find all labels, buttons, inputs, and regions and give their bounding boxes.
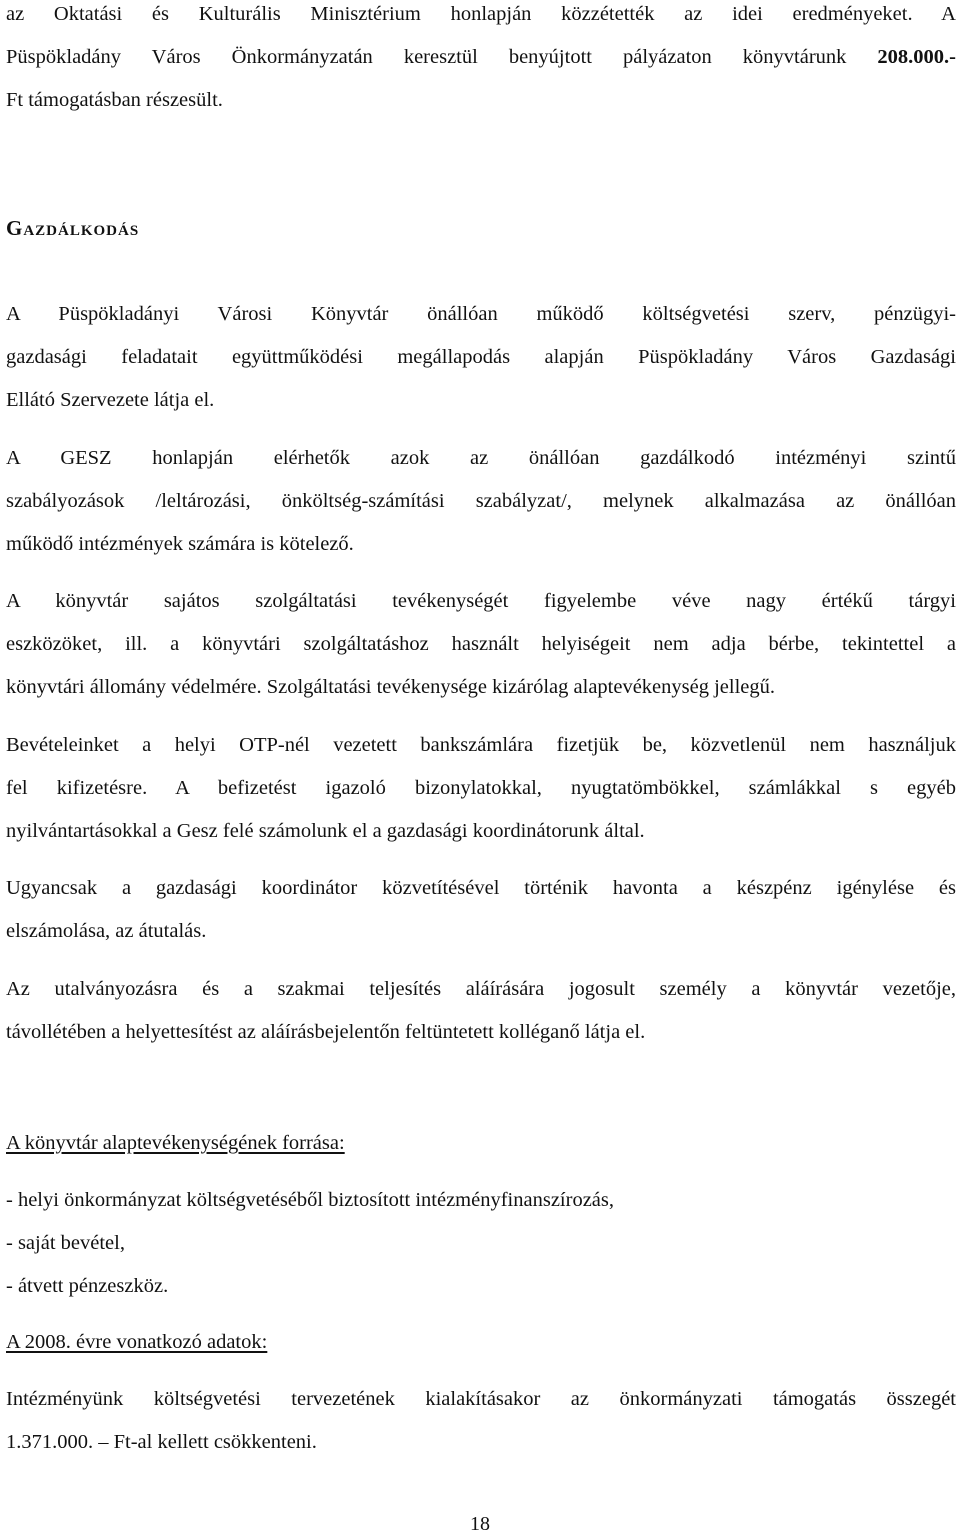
page-number: 18: [470, 1513, 490, 1535]
data-2008-line-1: Intézményünk költségvetési tervezetének kialakításakor az önkormányzati támogatás összegét: [6, 1388, 956, 1410]
p5-line-2: elszámolása, az átutalás.: [6, 920, 207, 942]
p5-line-1: Ugyancsak a gazdasági koordinátor közvetítésével történik havonta a készpénz igénylése és: [6, 877, 956, 899]
sources-title: A könyvtár alaptevékenységének forrása:: [6, 1132, 345, 1154]
grant-amount: 208.000.-: [877, 46, 956, 68]
intro-line-2: [6, 45, 956, 69]
intro-line-3: Ft támogatásban részesült.: [6, 89, 223, 111]
p4-line-1: Bevételeinket a helyi OTP-nél vezetett bankszámlára fizetjük be, közvetlenül nem használjuk: [6, 734, 956, 756]
p2-line-2: szabályozások /leltározási, önköltség-számítási szabályzat/, melynek alkalmazása az önállóan: [6, 490, 956, 512]
data-2008-line-2: 1.371.000. – Ft-al kellett csökkenteni.: [6, 1431, 317, 1453]
p2-line-1: A GESZ honlapján elérhetők azok az önállóan gazdálkodó intézményi szintű: [6, 447, 956, 469]
sources-item: - helyi önkormányzat költségvetéséből biztosított intézményfinanszírozás,: [6, 1189, 614, 1211]
section-heading: Gazdálkodás: [6, 216, 140, 240]
intro-line-2-text: Püspökladány Város Önkormányzatán keresztül benyújtott pályázaton könyvtárunk: [6, 46, 878, 68]
p3-line-1: A könyvtár sajátos szolgáltatási tevékenységét figyelembe véve nagy értékű tárgyi: [6, 590, 956, 612]
p4-line-2: fel kifizetésre. A befizetést igazoló bizonylatokkal, nyugtatömbökkel, számlákkal s egyéb: [6, 777, 956, 799]
p2-line-3: működő intézmények számára is kötelező.: [6, 533, 354, 555]
p1-line-2: gazdasági feladatait együttműködési megállapodás alapján Püspökladány Város Gazdasági: [6, 346, 956, 368]
sources-item: - átvett pénzeszköz.: [6, 1275, 169, 1297]
p6-line-2: távollétében a helyettesítést az aláírásbejelentőn feltüntetett kolléganő látja el.: [6, 1021, 646, 1043]
intro-line-1: az Oktatási és Kulturális Minisztérium honlapján közzétették az idei eredményeket. A: [6, 3, 956, 25]
p1-line-1: A Püspökladányi Városi Könyvtár önállóan működő költségvetési szerv, pénzügyi-: [6, 303, 956, 325]
p4-line-3: nyilvántartásokkal a Gesz felé számolunk el a gazdasági koordinátorunk által.: [6, 820, 645, 842]
p1-line-3: Ellátó Szervezete látja el.: [6, 389, 215, 411]
sources-item: - saját bevétel,: [6, 1232, 125, 1254]
p3-line-3: könyvtári állomány védelmére. Szolgáltatási tevékenysége kizárólag alaptevékenység jellegű.: [6, 676, 776, 698]
p3-line-2: eszközöket, ill. a könyvtári szolgáltatáshoz használt helyiségeit nem adja bérbe, tekintettel a: [6, 633, 956, 655]
data-2008-title: A 2008. évre vonatkozó adatok:: [6, 1331, 268, 1353]
p6-line-1: Az utalványozásra és a szakmai teljesítés aláírására jogosult személy a könyvtár vezetője,: [6, 978, 956, 1000]
